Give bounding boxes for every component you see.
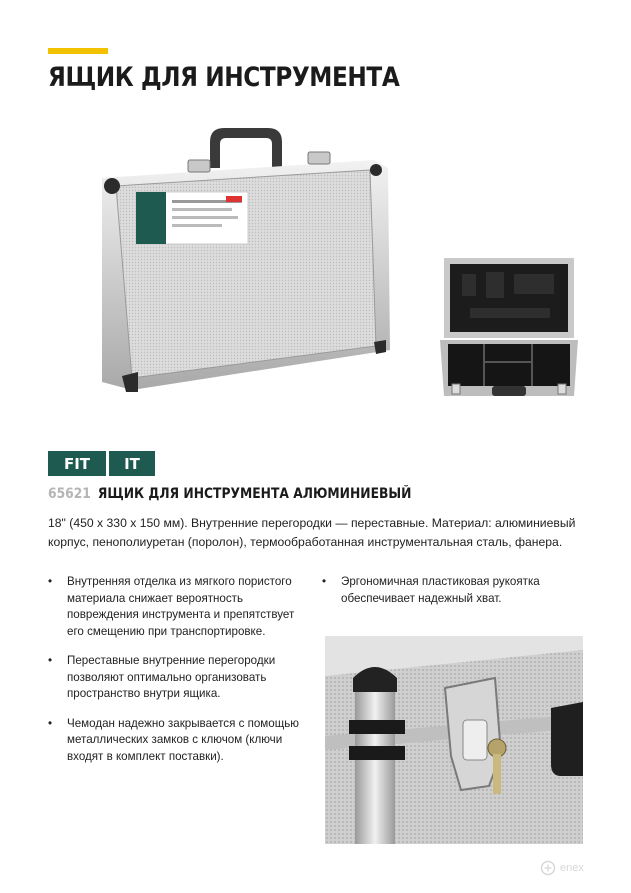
bullet-icon: • xyxy=(48,654,53,667)
feature-item xyxy=(48,653,310,703)
open-case-image xyxy=(440,258,578,404)
features-list-right xyxy=(322,574,582,620)
watermark xyxy=(540,860,584,876)
brand-block xyxy=(48,451,155,476)
bullet-icon: • xyxy=(48,716,53,730)
enex-logo-icon xyxy=(540,860,556,876)
feature-text: Эргономичная пластиковая рукоятка обеспечивает надежный хват. xyxy=(341,575,540,605)
feature-item xyxy=(48,574,310,640)
category-badge: IT xyxy=(109,451,155,476)
main-case-image xyxy=(92,120,394,402)
product-description: 18" (450 х 330 х 150 мм). Внутренние перегородки — переставные. Материал: алюминиевый корпус, пенополиуретан (поролон), термообработанная инструментальная сталь, фанера. xyxy=(48,516,576,549)
feature-text: Переставные внутренние перегородки позволяют оптимально организовать пространство внутри ящика. xyxy=(67,654,276,700)
lock-closeup-image xyxy=(325,636,583,844)
feature-item xyxy=(322,574,582,607)
feature-text: Чемодан надежно закрывается с помощью металлических замков с ключом (ключи входят в комплект поставки). xyxy=(67,716,300,763)
feature-text: Внутренняя отделка из мягкого пористого материала снижает вероятность повреждения инструмента и препятствует его смещению при транспортировке. xyxy=(67,575,295,638)
feature-item xyxy=(48,716,310,766)
fit-logo: FIT xyxy=(48,451,106,476)
product-sku: 65621 xyxy=(48,486,91,502)
product-name: ЯЩИК ДЛЯ ИНСТРУМЕНТА АЛЮМИНИЕВЫЙ xyxy=(97,486,412,502)
features-list-left xyxy=(48,574,310,778)
bullet-icon: • xyxy=(322,575,327,588)
page-title: ЯЩИК ДЛЯ ИНСТРУМЕНТА xyxy=(48,62,400,93)
watermark-text: enex xyxy=(560,862,584,874)
product-heading xyxy=(48,486,411,502)
bullet-icon: • xyxy=(48,575,53,588)
title-accent-bar xyxy=(48,48,108,54)
